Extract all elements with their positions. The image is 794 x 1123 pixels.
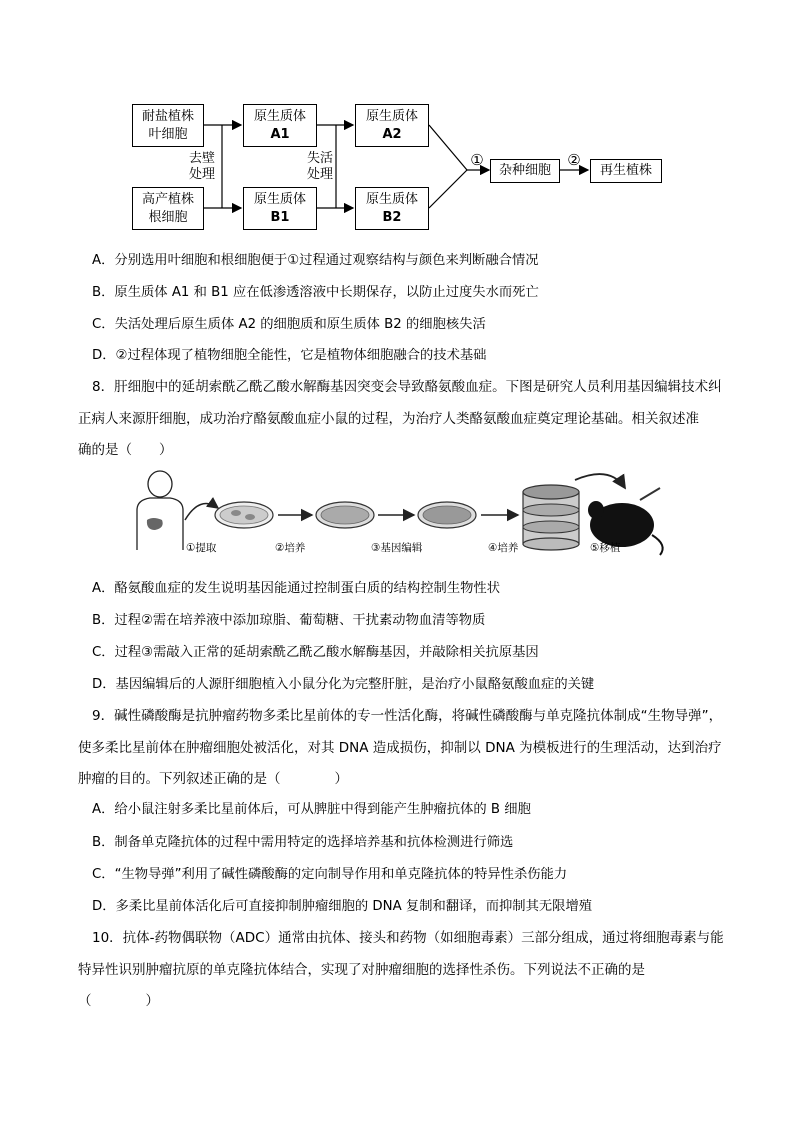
box-text: 耐盐植株	[141, 108, 194, 124]
q10-stem-line2: 特异性识别肿瘤抗原的单克隆抗体结合，实现了对肿瘤细胞的选择性杀伤。下列说法不正确的是	[78, 962, 645, 978]
q7-option-a: A．分别选用叶细胞和根细胞便于①过程通过观察结构与颜色来判断融合情况	[92, 253, 539, 268]
hybrid-cell-box	[490, 159, 560, 183]
petri-dish-3-icon	[418, 502, 476, 528]
protoplast-b1-box	[243, 187, 317, 230]
q8-option-d: D．基因编辑后的人源肝细胞植入小鼠分化为完整肝脏，是治疗小鼠酪氨酸血症的关键	[92, 677, 595, 692]
salt-tolerant-leaf-cell-box	[132, 104, 204, 147]
box-text: 原生质体	[365, 108, 418, 124]
box-text: B1	[270, 209, 290, 225]
box-text: 再生植株	[599, 163, 652, 178]
box-text: 根细胞	[148, 209, 188, 225]
box-text: 杂种细胞	[498, 163, 551, 178]
q7-option-d: D．②过程体现了植物细胞全能性，它是植物体细胞融合的技术基础	[92, 348, 487, 363]
q9-option-a: A．给小鼠注射多柔比星前体后，可从脾脏中得到能产生肿瘤抗体的 B 细胞	[92, 802, 531, 817]
q9-stem-line1: 9．碱性磷酸酶是抗肿瘤药物多柔比星前体的专一性活化酶，将碱性磷酸酶与单克隆抗体制成“生物导弹”，	[92, 708, 723, 724]
step-culture2-label: ④培养	[488, 542, 519, 554]
human-figure-icon	[137, 471, 183, 550]
stacked-dishes-icon	[523, 485, 579, 550]
protoplast-a1-box	[243, 104, 317, 147]
petri-dish-1-icon	[215, 502, 273, 528]
label-line: 处理	[188, 167, 215, 182]
q9-stem-line3: 肿瘤的目的。下列叙述正确的是（ ）	[78, 771, 348, 787]
q9-option-b: B．制备单克隆抗体的过程中需用特定的选择培养基和抗体检测进行筛选	[92, 835, 514, 850]
protoplast-b2-box	[355, 187, 429, 230]
q8-option-c: C．过程③需敲入正常的延胡索酰乙酰乙酸水解酶基因，并敲除相关抗原基因	[92, 645, 539, 660]
q8-stem-line1: 8．肝细胞中的延胡索酰乙酰乙酸水解酶基因突变会导致酪氨酸血症。下图是研究人员利用基因编辑技术纠	[92, 379, 722, 395]
step-culture-label: ②培养	[275, 542, 306, 554]
box-text: A2	[382, 126, 402, 142]
q9-option-d: D．多柔比星前体活化后可直接抑制肿瘤细胞的 DNA 复制和翻译，而抑制其无限增殖	[92, 899, 593, 914]
box-text: 叶细胞	[148, 126, 188, 142]
box-text: 原生质体	[253, 108, 306, 124]
box-text: 高产植株	[141, 191, 194, 207]
step1-marker: ①	[470, 151, 484, 169]
label-line: 处理	[306, 167, 333, 182]
box-text: 原生质体	[365, 191, 418, 207]
q9-option-c: C．“生物导弹”利用了碱性磷酸酶的定向制导作用和单克隆抗体的特异性杀伤能力	[92, 867, 568, 882]
q7-option-c: C．失活处理后原生质体 A2 的细胞质和原生质体 B2 的细胞核失活	[92, 317, 486, 332]
step-transplant-label: ⑤移植	[590, 542, 621, 554]
box-text: 原生质体	[253, 191, 306, 207]
q7-option-b: B．原生质体 A1 和 B1 应在低渗透溶液中长期保存，以防止过度失水而死亡	[92, 285, 539, 300]
q8-stem-line3: 确的是（ ）	[78, 442, 173, 458]
step2-marker: ②	[567, 151, 581, 169]
high-yield-root-cell-box	[132, 187, 204, 230]
step-gene-edit-label: ③基因编辑	[371, 542, 423, 554]
q8-option-a: A．酪氨酸血症的发生说明基因能通过控制蛋白质的结构控制生物性状	[92, 581, 501, 596]
step-extract-label: ①提取	[186, 542, 217, 554]
q10-stem-line3: （ ）	[78, 993, 159, 1009]
wall-removal-label	[184, 151, 220, 183]
q10-stem-line1: 10．抗体-药物偶联物（ADC）通常由抗体、接头和药物（如细胞毒素）三部分组成，通过将细胞毒素与能	[92, 930, 724, 946]
box-text: A1	[270, 126, 290, 142]
q8-stem-line2: 正病人来源肝细胞，成功治疗酪氨酸血症小鼠的过程，为治疗人类酪氨酸血症奠定理论基础。相关叙述准	[78, 411, 699, 427]
inactivation-label	[302, 151, 338, 183]
regenerated-plant-box	[590, 159, 662, 183]
protoplast-a2-box	[355, 104, 429, 147]
label-line: 失活	[306, 151, 333, 166]
q8-option-b: B．过程②需在培养液中添加琼脂、葡萄糖、干扰素动物血清等物质	[92, 613, 486, 628]
q9-stem-line2: 使多柔比星前体在肿瘤细胞处被活化，对其 DNA 造成损伤，抑制以 DNA 为模板进行的生理活动，达到治疗	[78, 740, 722, 756]
petri-dish-2-icon	[316, 502, 374, 528]
box-text: B2	[382, 209, 402, 225]
label-line: 去壁	[188, 151, 215, 166]
